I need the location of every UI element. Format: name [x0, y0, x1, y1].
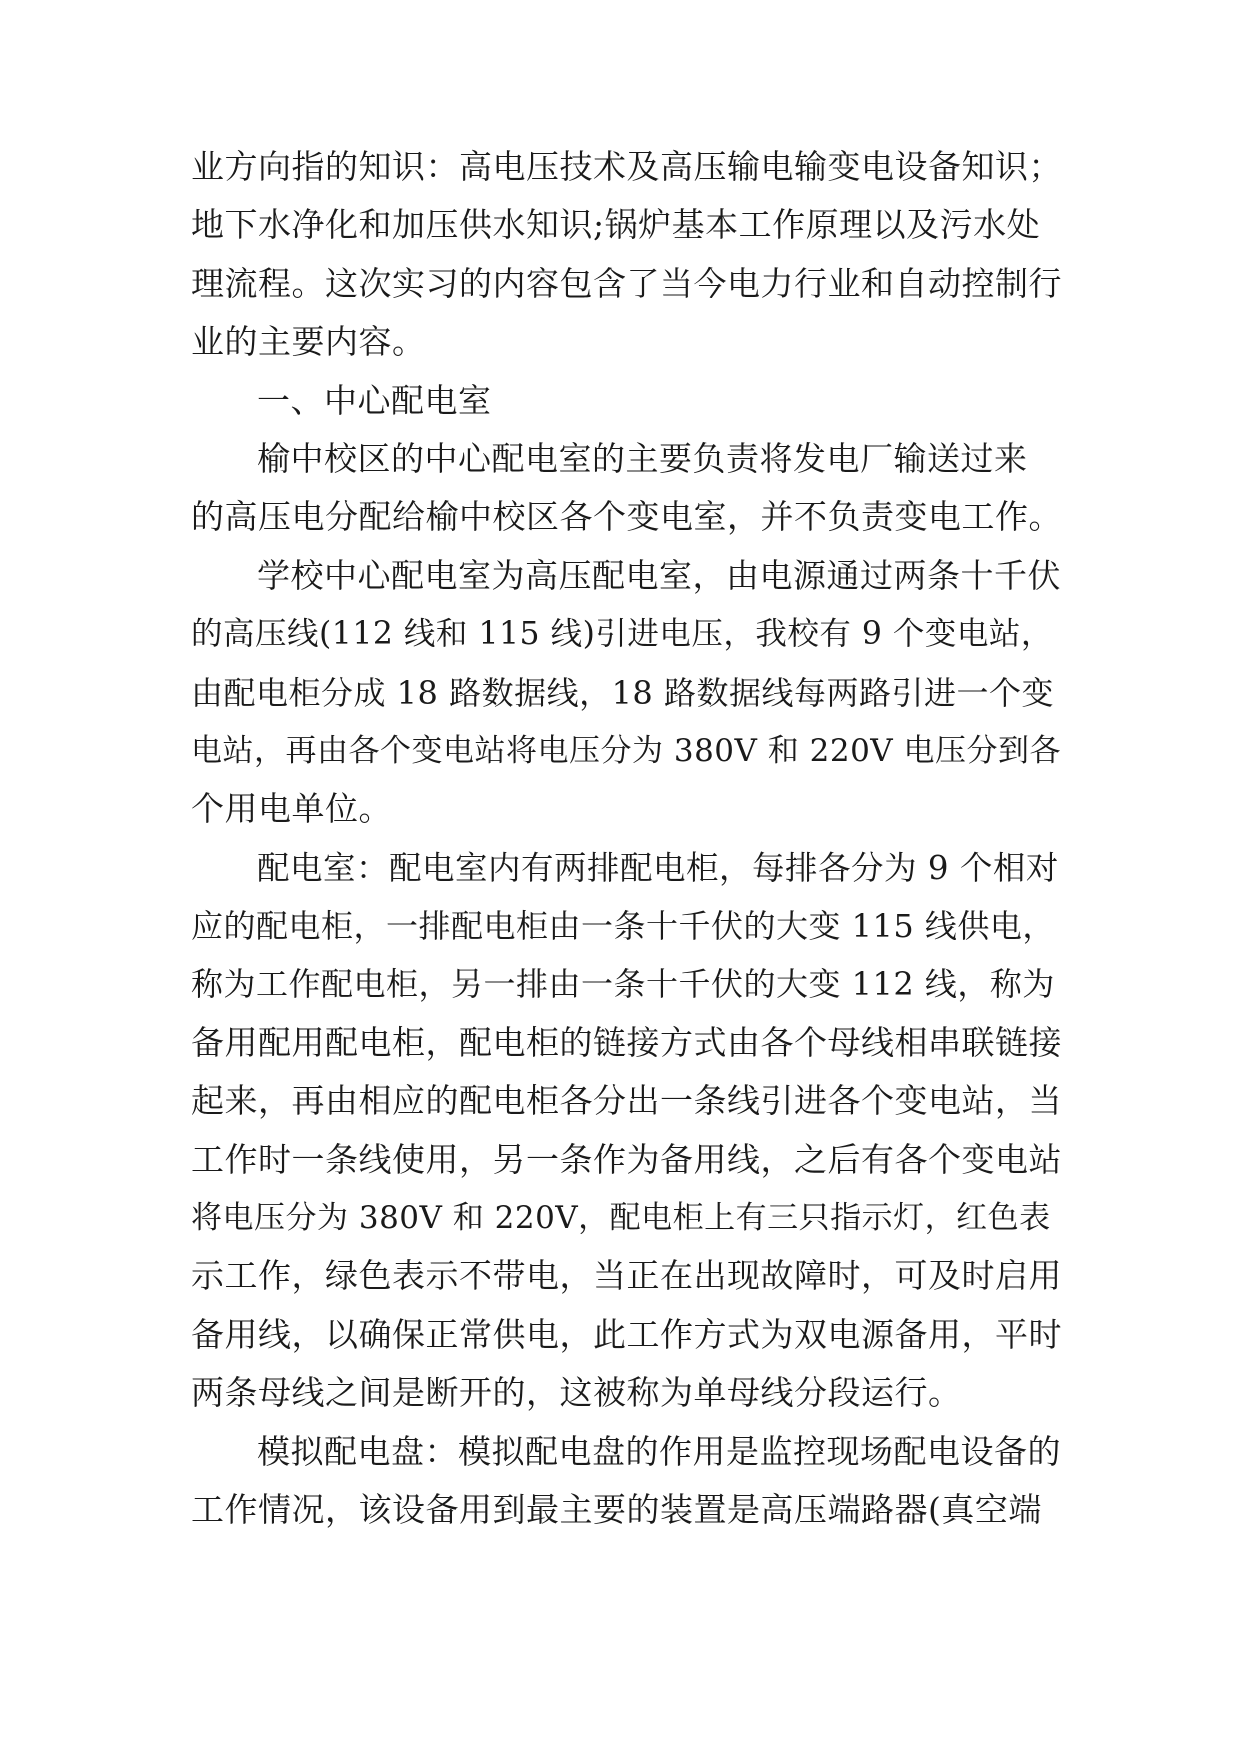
paragraph-first-line: 学校中心配电室为高压配电室，由电源通过两条十千伏 [257, 555, 1061, 595]
text-line: 应的配电柜，一排配电柜由一条十千伏的大变 115 线供电， [191, 907, 1055, 946]
text-line: 工作情况，该设备用到最主要的装置是高压端路器(真空端 [191, 1489, 1042, 1529]
text-line: 理流程。这次实习的内容包含了当今电力行业和自动控制行 [191, 263, 1062, 303]
text-line: 电站，再由各个变电站将电压分为 380V 和 220V 电压分到各 [191, 732, 1062, 769]
paragraph-first-line: 一、中心配电室 [257, 380, 492, 420]
text-line: 示工作，绿色表示不带电，当正在出现故障时，可及时启用 [191, 1256, 1062, 1296]
text-line: 个用电单位。 [191, 789, 392, 829]
paragraph-first-line: 配电室：配电室内有两排配电柜，每排各分为 9 个相对 [257, 848, 1059, 887]
text-line: 由配电柜分成 18 路数据线，18 路数据线每两路引进一个变 [191, 673, 1054, 712]
text-line: 起来，再由相应的配电柜各分出一条线引进各个变电站，当 [191, 1081, 1062, 1121]
text-line: 备用线，以确保正常供电，此工作方式为双电源备用，平时 [191, 1314, 1062, 1354]
text-line: 称为工作配电柜，另一排由一条十千伏的大变 112 线，称为 [191, 965, 1055, 1004]
text-line: 的高压线(112 线和 115 线)引进电压，我校有 9 个变电站， [191, 616, 1053, 653]
text-line: 将电压分为 380V 和 220V，配电柜上有三只指示灯，红色表 [191, 1200, 1051, 1237]
text-line: 备用配用配电柜，配电柜的链接方式由各个母线相串联链接 [191, 1022, 1062, 1062]
document-body [191, 138, 1063, 1539]
paragraph-first-line: 模拟配电盘：模拟配电盘的作用是监控现场配电设备的 [257, 1431, 1061, 1471]
text-line: 业方向指的知识：高电压技术及高压输电输变电设备知识； [191, 147, 1062, 186]
text-line: 两条母线之间是断开的，这被称为单母线分段运行。 [191, 1373, 962, 1413]
text-line: 工作时一条线使用，另一条作为备用线，之后有各个变电站 [191, 1139, 1062, 1179]
paragraph-first-line: 榆中校区的中心配电室的主要负责将发电厂输送过来 [257, 438, 1028, 478]
text-line: 业的主要内容。 [191, 322, 426, 362]
text-line: 地下水净化和加压供水知识;锅炉基本工作原理以及污水处 [191, 205, 1041, 245]
text-line: 的高压电分配给榆中校区各个变电室，并不负责变电工作。 [191, 497, 1062, 537]
